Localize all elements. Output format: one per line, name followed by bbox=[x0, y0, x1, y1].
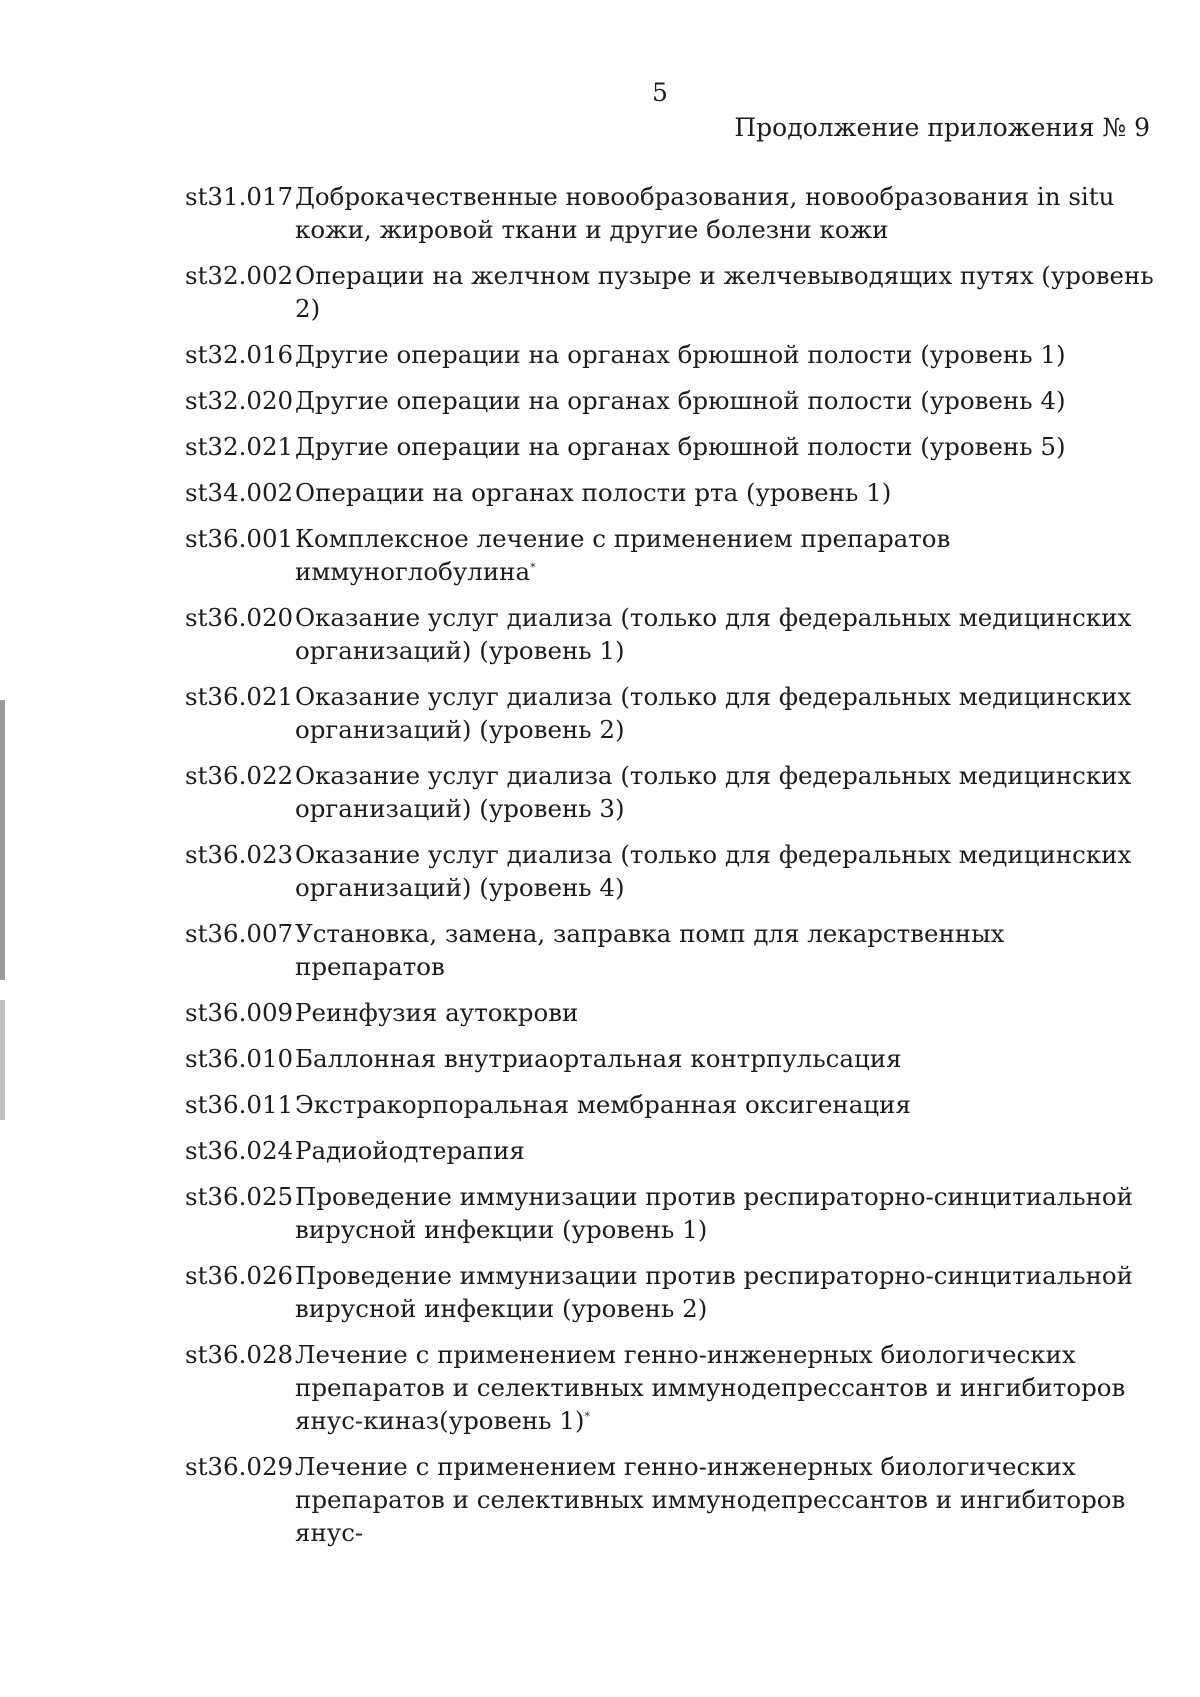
list-item bbox=[185, 522, 1155, 588]
list-item bbox=[185, 1450, 1155, 1549]
entry-description bbox=[295, 1450, 1155, 1549]
entry-code: st32.002 bbox=[185, 261, 294, 290]
entry-text: Оказание услуг диализа (только для федеральных медицинских организаций) (уровень 4) bbox=[295, 840, 1132, 902]
scan-edge-mark bbox=[0, 1000, 5, 1120]
list-item bbox=[185, 180, 1155, 246]
entry-code: st32.020 bbox=[185, 386, 294, 415]
entry-text: Другие операции на органах брюшной полости (уровень 4) bbox=[295, 386, 1066, 415]
entry-code: st36.025 bbox=[185, 1182, 294, 1211]
list-item bbox=[185, 759, 1155, 825]
entry-code: st36.009 bbox=[185, 998, 294, 1027]
list-item bbox=[185, 476, 1155, 509]
entry-text: Операции на органах полости рта (уровень 1) bbox=[295, 478, 892, 507]
entry-text: Оказание услуг диализа (только для федеральных медицинских организаций) (уровень 3) bbox=[295, 761, 1132, 823]
entry-description bbox=[295, 476, 1155, 509]
footnote-mark: * bbox=[584, 1410, 590, 1423]
entry-code: st36.022 bbox=[185, 761, 294, 790]
entry-description bbox=[295, 1042, 1155, 1075]
entry-description bbox=[295, 759, 1155, 825]
entry-text: Проведение иммунизации против респираторно-синцитиальной вирусной инфекции (уровень 2) bbox=[295, 1261, 1134, 1323]
entry-description bbox=[295, 259, 1155, 325]
entry-code: st36.021 bbox=[185, 682, 294, 711]
list-item bbox=[185, 1259, 1155, 1325]
entry-description bbox=[295, 680, 1155, 746]
entry-text: Баллонная внутриаортальная контрпульсация bbox=[295, 1044, 902, 1073]
entry-text: Оказание услуг диализа (только для федеральных медицинских организаций) (уровень 2) bbox=[295, 682, 1132, 744]
list-item bbox=[185, 680, 1155, 746]
entry-code: st36.010 bbox=[185, 1044, 294, 1073]
entry-description bbox=[295, 1134, 1155, 1167]
entry-text: Операции на желчном пузыре и желчевыводящих путях (уровень 2) bbox=[295, 261, 1154, 323]
list-item bbox=[185, 430, 1155, 463]
entry-text: Установка, замена, заправка помп для лекарственных препаратов bbox=[295, 919, 1005, 981]
entry-description bbox=[295, 430, 1155, 463]
entry-code: st31.017 bbox=[185, 182, 294, 211]
entry-description bbox=[295, 1259, 1155, 1325]
entry-text: Оказание услуг диализа (только для федеральных медицинских организаций) (уровень 1) bbox=[295, 603, 1132, 665]
list-item bbox=[185, 838, 1155, 904]
entry-text: Лечение с применением генно-инженерных биологических препаратов и селективных иммунодепрессантов и ингибиторов янус-киназ(уровень 1) bbox=[295, 1340, 1126, 1435]
list-item bbox=[185, 338, 1155, 371]
entry-text: Проведение иммунизации против респираторно-синцитиальной вирусной инфекции (уровень 1) bbox=[295, 1182, 1134, 1244]
entry-text: Другие операции на органах брюшной полости (уровень 5) bbox=[295, 432, 1066, 461]
entry-description bbox=[295, 1088, 1155, 1121]
entry-description bbox=[295, 917, 1155, 983]
entry-description bbox=[295, 996, 1155, 1029]
list-item bbox=[185, 384, 1155, 417]
entry-code: st32.016 bbox=[185, 340, 294, 369]
entry-text: Доброкачественные новообразования, новообразования in situ кожи, жировой ткани и другие болезни кожи bbox=[295, 182, 1115, 244]
list-item bbox=[185, 1088, 1155, 1121]
list-item bbox=[185, 1042, 1155, 1075]
entry-code: st36.029 bbox=[185, 1452, 294, 1481]
entry-code: st34.002 bbox=[185, 478, 294, 507]
entry-text: Другие операции на органах брюшной полости (уровень 1) bbox=[295, 340, 1066, 369]
list-item bbox=[185, 259, 1155, 325]
entry-description bbox=[295, 1180, 1155, 1246]
list-item bbox=[185, 601, 1155, 667]
entry-code: st36.024 bbox=[185, 1136, 294, 1165]
appendix-continuation-title: Продолжение приложения № 9 bbox=[734, 113, 1150, 142]
entry-text: Экстракорпоральная мембранная оксигенация bbox=[295, 1090, 911, 1119]
entry-description bbox=[295, 1338, 1155, 1437]
entry-description bbox=[295, 522, 1155, 588]
entry-list bbox=[185, 180, 1155, 1562]
scan-edge-mark bbox=[0, 700, 5, 980]
entry-description bbox=[295, 180, 1155, 246]
list-item bbox=[185, 1180, 1155, 1246]
entry-description bbox=[295, 601, 1155, 667]
entry-code: st36.026 bbox=[185, 1261, 294, 1290]
entry-description bbox=[295, 838, 1155, 904]
list-item bbox=[185, 1338, 1155, 1437]
entry-text: Радиойодтерапия bbox=[295, 1136, 525, 1165]
footnote-mark: * bbox=[530, 561, 536, 574]
entry-text: Лечение с применением генно-инженерных биологических препаратов и селективных иммунодепрессантов и ингибиторов янус- bbox=[295, 1452, 1126, 1547]
entry-code: st36.028 bbox=[185, 1340, 294, 1369]
entry-text: Комплексное лечение с применением препаратов иммуноглобулина bbox=[295, 524, 951, 586]
list-item bbox=[185, 996, 1155, 1029]
entry-code: st36.011 bbox=[185, 1090, 294, 1119]
entry-code: st36.023 bbox=[185, 840, 294, 869]
entry-code: st32.021 bbox=[185, 432, 294, 461]
page-number: 5 bbox=[652, 78, 668, 107]
entry-code: st36.007 bbox=[185, 919, 294, 948]
entry-code: st36.020 bbox=[185, 603, 294, 632]
list-item bbox=[185, 1134, 1155, 1167]
entry-code: st36.001 bbox=[185, 524, 294, 553]
entry-description bbox=[295, 384, 1155, 417]
list-item bbox=[185, 917, 1155, 983]
entry-text: Реинфузия аутокрови bbox=[295, 998, 579, 1027]
entry-description bbox=[295, 338, 1155, 371]
